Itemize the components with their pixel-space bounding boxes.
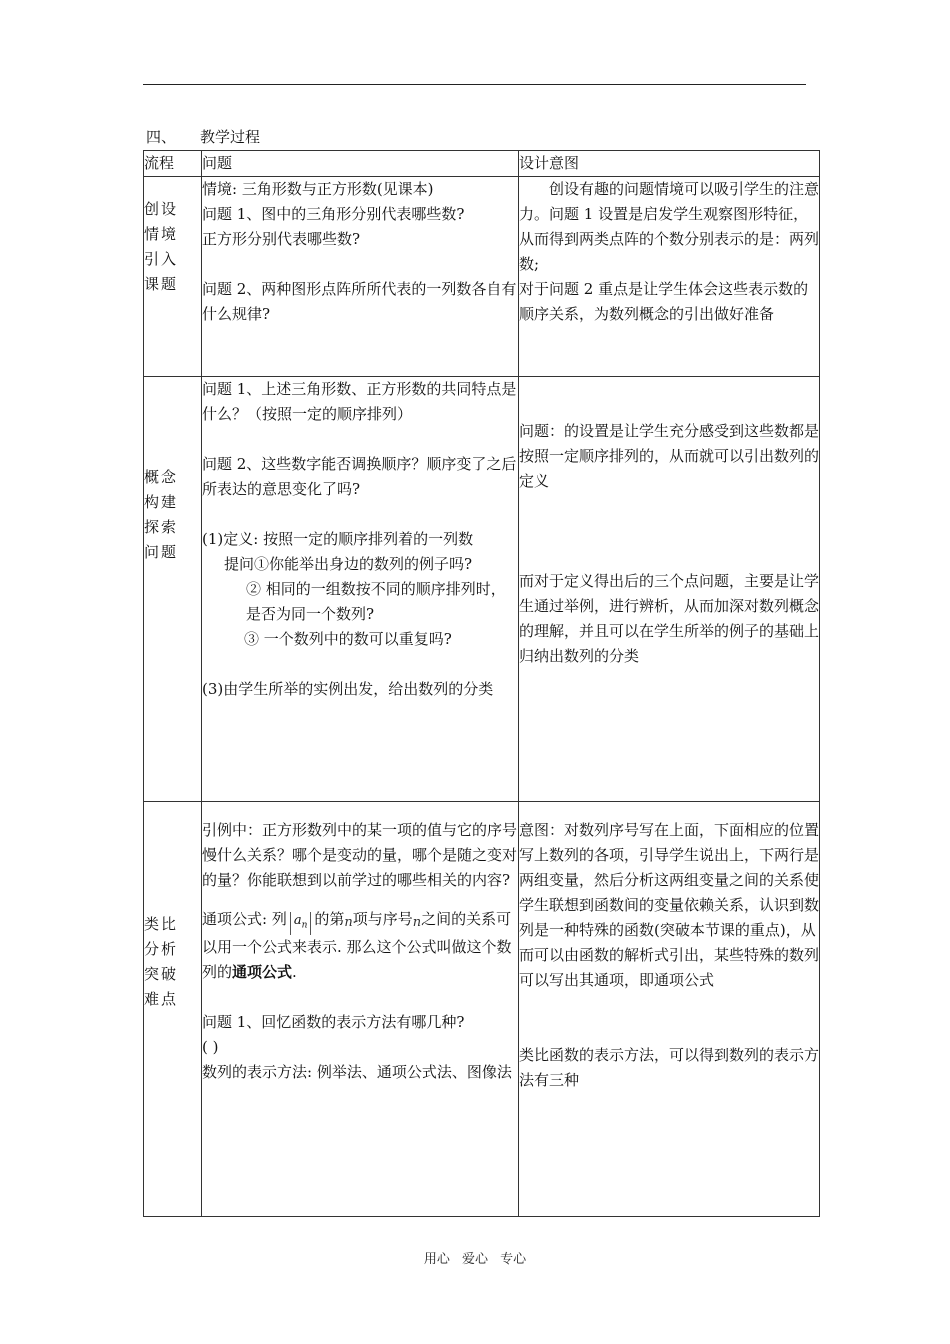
section-title: 教学过程	[200, 128, 261, 146]
header-intent: 设计意图	[519, 151, 820, 177]
question-cell: 情境: 三角形数与正方形数(见课本) 问题 1、图中的三角形分别代表哪些数? 正方形分别代表哪些数? 问题 2、两种图形点阵所所代表的一列数各自有什么规律?	[202, 177, 519, 377]
question-cell: 引例中：正方形数列中的某一项的值与它的序号慢什么关系？哪个是变动的量，哪个是随之变对的量？你能联想到以前学过的哪些相关的内容? 通项公式: 列 $a_n$ 的第n项与序号n之间的关系可以用一个公式来表示. 那么这个公式叫做这个数列的通项公式. 问题 1、回忆函数的表示方法有哪几种? ( ) 数列的表示方法: 例举法、通项公式法、图像法	[202, 802, 519, 1217]
sequence-symbol: $a_n$	[290, 912, 312, 935]
general-term-definition: 通项公式: 列 $a_n$ 的第n项与序号n之间的关系可以用一个公式来表示. 那么这个公式叫做这个数列的通项公式.	[202, 910, 512, 981]
section-number: 四、	[146, 128, 177, 146]
general-term-keyword: 通项公式	[232, 963, 293, 981]
intent-cell: 创设有趣的问题情境可以吸引学生的注意力。问题 1 设置是启发学生观察图形特征，从而得到两类点阵的个数分别表示的是：两列数; 对于问题 2 重点是让学生体会这些表示数的顺序关系，为数列概念的引出做好准备	[519, 177, 820, 377]
table-header-row	[144, 151, 820, 177]
header-rule	[143, 84, 806, 85]
table-row	[144, 177, 820, 377]
section-heading	[146, 127, 260, 147]
stage-label: 概念 构建 探索 问题	[144, 377, 202, 802]
table-row	[144, 377, 820, 802]
header-question: 问题	[202, 151, 519, 177]
stage-label: 创设 情境 引入 课题	[144, 177, 202, 377]
question-cell: 问题 1、上述三角形数、正方形数的共同特点是什么？（按照一定的顺序排列） 问题 2、这些数字能否调换顺序？顺序变了之后所表达的意思变化了吗? (1)定义: 按照一定的顺序排列着的一列数 提问①你能举出身边的数列的例子吗? ② 相同的一组数按不同的顺序排列时，是否为同一个数列? ③ 一个数列中的数可以重复吗? (3)由学生所举的实例出发，给出数列的分类	[202, 377, 519, 802]
teaching-process-table	[143, 150, 820, 1217]
stage-label: 类比 分析 突破 难点	[144, 802, 202, 1217]
header-process: 流程	[144, 151, 202, 177]
page-footer: 用心 爱心 专心	[423, 1252, 527, 1267]
intent-cell: 意图：对数列序号写在上面，下面相应的位置写上数列的各项，引导学生说出上，下两行是两组变量，然后分析这两组变量之间的关系使学生联想到函数间的变量依赖关系，认识到数列是一种特殊的函数(突破本节课的重点)，从而可以由函数的解析式引出，某些特殊的数列可以写出其通项，即通项公式 类比函数的表示方法，可以得到数列的表示方法有三种	[519, 802, 820, 1217]
table-row	[144, 802, 820, 1217]
intent-cell: 问题：的设置是让学生充分感受到这些数都是按照一定顺序排列的，从而就可以引出数列的定义 而对于定义得出后的三个点问题，主要是让学生通过举例，进行辨析，从而加深对数列概念的理解，并且可以在学生所举的例子的基础上归纳出数列的分类	[519, 377, 820, 802]
